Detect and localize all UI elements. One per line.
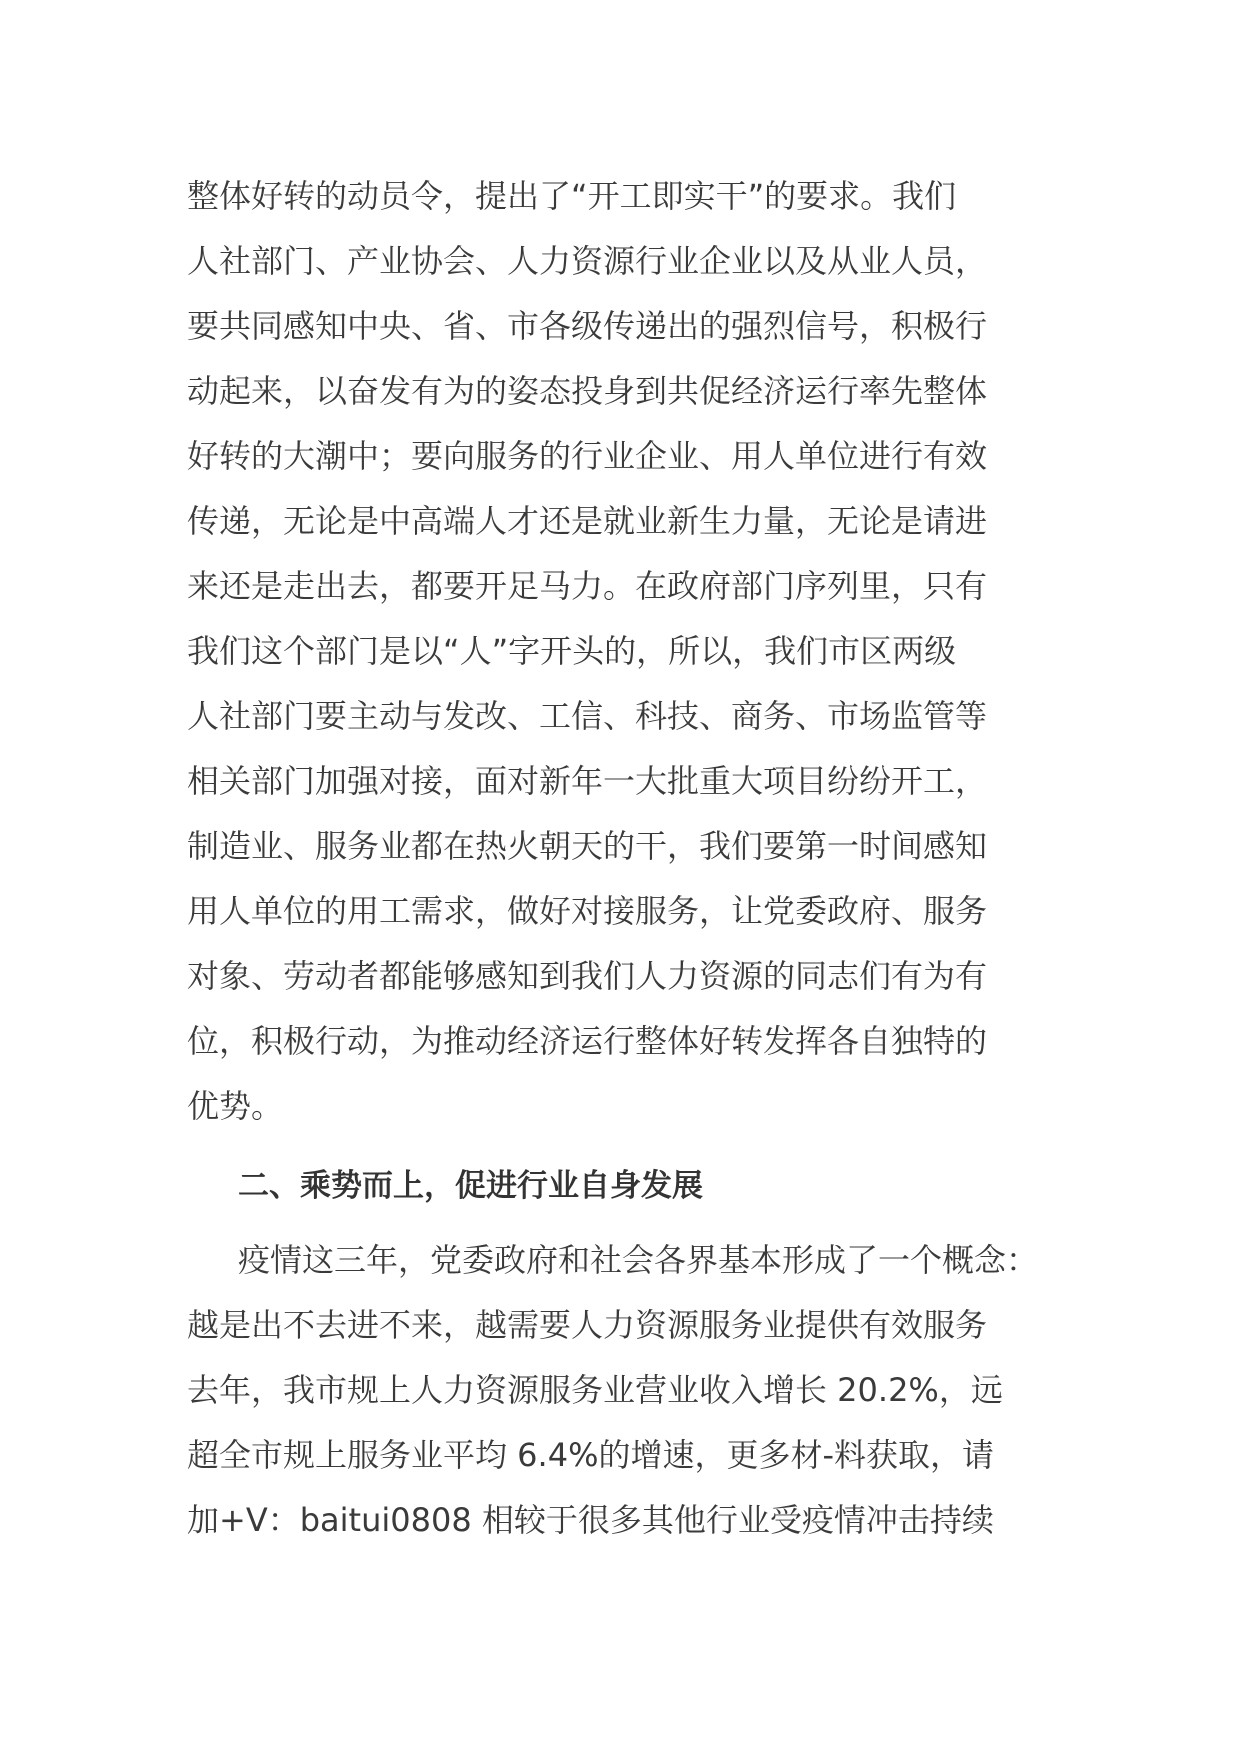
text-line: 好转的大潮中；要向服务的行业企业、用人单位进行有效 [187,437,988,475]
text-line: 对象、劳动者都能够感知到我们人力资源的同志们有为有 [187,957,988,995]
text-line: 我们这个部门是以“人”字开头的，所以，我们市区两级 [187,632,957,670]
text-line: 要共同感知中央、省、市各级传递出的强烈信号，积极行 [187,307,988,345]
text-line: 制造业、服务业都在热火朝天的干，我们要第一时间感知 [187,827,988,865]
text-line: 越是出不去进不来，越需要人力资源服务业提供有效服务 [187,1306,988,1344]
text-line: 加+V：baitui0808 相较于很多其他行业受疫情冲击持续 [187,1501,994,1539]
section-heading: 二、乘势而上，促进行业自身发展 [238,1168,703,1204]
text-line: 动起来，以奋发有为的姿态投身到共促经济运行率先整体 [187,372,988,410]
text-line: 传递，无论是中高端人才还是就业新生力量，无论是请进 [187,502,988,540]
text-line: 整体好转的动员令，提出了“开工即实干”的要求。我们 [187,177,957,215]
text-line: 用人单位的用工需求，做好对接服务，让党委政府、服务 [187,892,988,930]
text-line: 疫情这三年，党委政府和社会各界基本形成了一个概念： [238,1241,1039,1279]
text-line: 去年，我市规上人力资源服务业营业收入增长 20.2%，远 [187,1371,1003,1409]
text-line: 超全市规上服务业平均 6.4%的增速，更多材-料获取，请 [187,1436,995,1474]
text-line: 优势。 [187,1087,284,1125]
text-line: 来还是走出去，都要开足马力。在政府部门序列里，只有 [187,567,988,605]
body-paragraph-1 [187,164,1057,1139]
body-paragraph-2 [187,1228,1057,1553]
text-line: 人社部门、产业协会、人力资源行业企业以及从业人员， [187,242,988,280]
text-line: 人社部门要主动与发改、工信、科技、商务、市场监管等 [187,697,988,735]
text-line: 位，积极行动，为推动经济运行整体好转发挥各自独特的 [187,1022,988,1060]
text-line: 相关部门加强对接，面对新年一大批重大项目纷纷开工， [187,762,988,800]
